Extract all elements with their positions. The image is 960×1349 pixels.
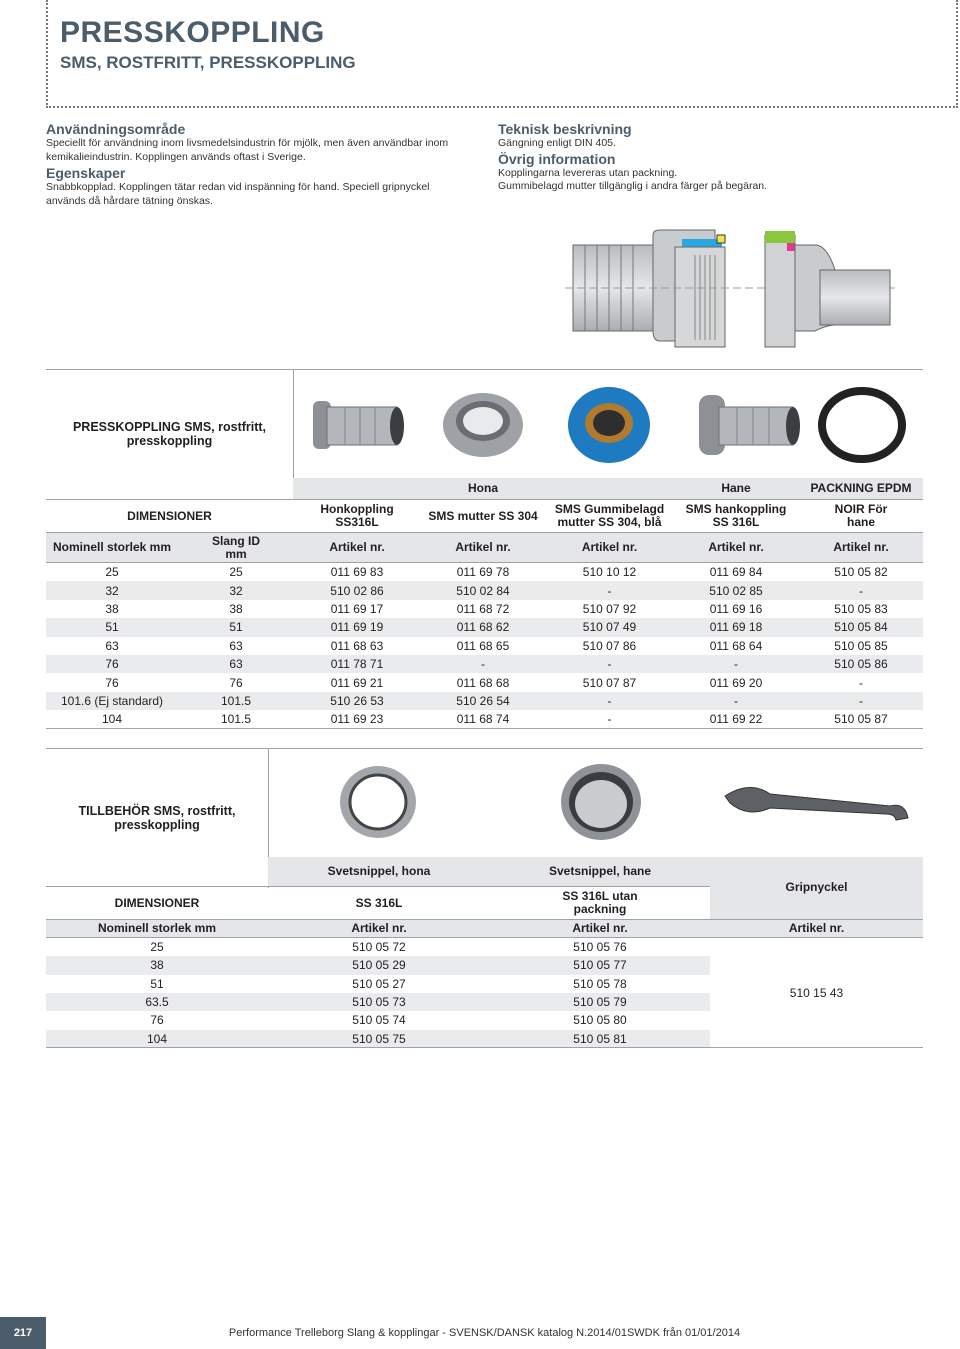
table-cell: 38 xyxy=(150,958,164,973)
table-row xyxy=(46,618,923,636)
header-ss316l-utan-packning: SS 316L utan packning xyxy=(562,889,638,916)
table-cell: 63 xyxy=(105,638,119,653)
table-cell: 011 68 65 xyxy=(456,638,510,653)
table2-col-nominell: Nominell storlek mm xyxy=(97,921,217,935)
header-honkoppling: Honkoppling SS316L xyxy=(320,502,394,529)
table-cell: 510 05 74 xyxy=(352,1013,406,1028)
table1-top-rule xyxy=(46,369,923,370)
table-cell: 510 05 72 xyxy=(352,940,406,955)
table-cell: 510 05 84 xyxy=(834,620,888,635)
table-cell: 101.5 xyxy=(220,693,252,708)
table-cell: 510 05 78 xyxy=(573,976,627,991)
gripnyckel-image xyxy=(725,787,908,820)
col-artikel-5: Artikel nr. xyxy=(833,540,889,554)
footer-text: Performance Trelleborg Slang & kopplingar - SVENSK/DANSK katalog N.2014/01SWDK från 01/01/2014 xyxy=(228,1327,741,1339)
svetsnippel-hane-image xyxy=(561,764,641,840)
table-cell: 510 26 53 xyxy=(330,693,384,708)
table-cell: 32 xyxy=(105,583,119,598)
table-cell: 011 69 19 xyxy=(330,620,384,635)
table-cell: - xyxy=(859,693,863,708)
table-cell: - xyxy=(607,693,612,708)
table-cell: 011 78 71 xyxy=(330,657,384,672)
group-svetsnippel-hane: Svetsnippel, hane xyxy=(548,864,652,878)
table-cell: 510 02 84 xyxy=(456,583,510,598)
table-cell: 51 xyxy=(150,976,164,991)
table2-dimensions-label: DIMENSIONER xyxy=(114,895,200,910)
table-cell: 51 xyxy=(229,620,243,635)
table2-top-rule xyxy=(46,748,923,749)
table-cell: 510 02 86 xyxy=(330,583,384,598)
table-cell: 63 xyxy=(229,657,243,672)
table-cell: 011 69 78 xyxy=(456,565,510,580)
group-hane: Hane xyxy=(721,481,751,495)
page-title: PRESSKOPPLING xyxy=(60,16,325,49)
table-cell: 011 68 63 xyxy=(330,638,384,653)
col-artikel-2: Artikel nr. xyxy=(455,540,511,554)
header-sms-mutter: SMS mutter SS 304 xyxy=(428,508,538,523)
table-cell: 510 05 82 xyxy=(834,565,888,580)
table-cell: 510 05 80 xyxy=(573,1013,627,1028)
table-cell: - xyxy=(734,657,738,672)
table-cell: 011 69 84 xyxy=(709,565,763,580)
table-cell: - xyxy=(607,583,612,598)
table1-bottom-rule xyxy=(46,728,923,729)
coupling-cross-section-drawing xyxy=(565,225,895,350)
group-hona: Hona xyxy=(468,481,498,495)
technical-heading: Teknisk beskrivning xyxy=(498,121,632,137)
table-row xyxy=(46,655,923,673)
table-cell: 011 68 72 xyxy=(456,601,510,616)
table-cell: 510 05 27 xyxy=(352,976,406,991)
sms-mutter-image xyxy=(443,393,523,457)
table-cell: 011 68 74 xyxy=(456,712,510,727)
table2-col-artikel-2: Artikel nr. xyxy=(572,921,628,935)
technical-text: Gängning enligt DIN 405. xyxy=(498,137,616,149)
other-info-heading: Övrig information xyxy=(498,150,616,167)
table-cell: 011 68 68 xyxy=(456,675,510,690)
group-packning: PACKNING EPDM xyxy=(810,481,912,495)
table-cell: 510 05 83 xyxy=(834,601,888,616)
header-hankoppling: SMS hankoppling SS 316L xyxy=(685,502,787,529)
table-cell: 25 xyxy=(150,940,164,955)
table-cell: 38 xyxy=(229,601,243,616)
table-row xyxy=(46,673,923,691)
usage-heading: Användningsområde xyxy=(46,121,186,137)
table-cell: 104 xyxy=(101,712,123,727)
properties-text: Snabbkopplad. Kopplingen tätar redan vid inspänning för hand. Speciell gripnyckel används då hårdare tätning önskas. xyxy=(46,181,430,207)
table-cell: - xyxy=(859,583,863,598)
table-cell: 101.5 xyxy=(220,712,252,727)
table-cell: 510 07 87 xyxy=(582,675,637,690)
table-cell: 011 69 18 xyxy=(709,620,763,635)
table-cell: 510 05 29 xyxy=(352,958,406,973)
table-cell: 76 xyxy=(105,675,119,690)
table-cell: 510 05 85 xyxy=(834,638,888,653)
other-info-text: Kopplingarna levereras utan packning. Gummibelagd mutter tillgänglig i andra färger på begäran. xyxy=(498,166,768,192)
col-slang-id: Slang ID mm xyxy=(211,533,260,561)
table-cell: 011 68 62 xyxy=(456,620,510,635)
table-cell: 510 07 92 xyxy=(582,601,637,616)
table-cell: 510 05 76 xyxy=(573,940,627,955)
table-cell: 011 69 16 xyxy=(709,601,763,616)
table-cell: - xyxy=(607,657,612,672)
table-cell: 51 xyxy=(105,620,119,635)
table-cell: 510 05 87 xyxy=(834,712,888,727)
svetsnippel-hona-image xyxy=(340,766,416,838)
gripnyckel-artikel: 510 15 43 xyxy=(789,986,844,1000)
table-cell: - xyxy=(734,693,738,708)
table-cell: 510 05 75 xyxy=(352,1031,406,1046)
table-row xyxy=(46,600,923,618)
col-artikel-4: Artikel nr. xyxy=(708,540,764,554)
table-row xyxy=(46,956,710,974)
usage-text: Speciellt för användning inom livsmedelsindustrin för mjölk, men även användbar inom kemikalieindustrin. Kopplingen används oftast i Sverige. xyxy=(46,137,449,163)
table-cell: 011 69 21 xyxy=(330,675,384,690)
table-row xyxy=(46,710,923,728)
header-ss316l: SS 316L xyxy=(355,895,403,910)
table-cell: 25 xyxy=(105,565,119,580)
table-cell: 011 69 17 xyxy=(330,601,384,616)
table-cell: 76 xyxy=(229,675,243,690)
table-row xyxy=(46,637,923,655)
table2-col-artikel-1: Artikel nr. xyxy=(351,921,407,935)
table-row xyxy=(46,692,923,710)
table-cell: 011 69 22 xyxy=(709,712,763,727)
table-cell: 510 07 49 xyxy=(582,620,637,635)
table-cell: 510 05 79 xyxy=(573,995,627,1010)
table-cell: 510 05 73 xyxy=(352,995,406,1010)
col-artikel-3: Artikel nr. xyxy=(581,540,638,554)
table1-product-images xyxy=(305,385,915,470)
table-row xyxy=(46,581,923,599)
table-cell: - xyxy=(481,657,485,672)
table-cell: 76 xyxy=(105,657,119,672)
table-cell: 510 05 77 xyxy=(573,958,627,973)
table-cell: 32 xyxy=(229,583,243,598)
page-subtitle: SMS, ROSTFRITT, PRESSKOPPLING xyxy=(60,53,356,72)
col-artikel-1: Artikel nr. xyxy=(329,540,385,554)
gummibelagd-mutter-image xyxy=(568,387,650,463)
table-row xyxy=(46,993,710,1011)
page-number: 217 xyxy=(0,1317,46,1349)
table-cell: - xyxy=(859,675,863,690)
table2-col-artikel-3: Artikel nr. xyxy=(788,921,845,935)
table2-title: TILLBEHÖR SMS, rostfritt, presskoppling xyxy=(78,804,236,832)
table-row xyxy=(46,563,923,581)
packning-image xyxy=(822,391,902,459)
table-cell: - xyxy=(607,712,612,727)
table-cell: 63.5 xyxy=(145,995,169,1010)
table-cell: 510 26 54 xyxy=(456,693,510,708)
table-cell: 510 05 81 xyxy=(573,1031,627,1046)
table-row xyxy=(46,1030,710,1048)
hankoppling-image xyxy=(699,395,800,455)
table2-product-images xyxy=(330,758,920,848)
table-cell: 011 69 83 xyxy=(330,565,384,580)
table-row xyxy=(46,1011,710,1029)
table-cell: 510 02 85 xyxy=(709,583,763,598)
table-cell: 011 68 64 xyxy=(709,638,763,653)
info-right xyxy=(498,121,928,194)
table2-bottom-rule xyxy=(46,1047,923,1048)
header-gummibelagd: SMS Gummibelagd mutter SS 304, blå xyxy=(554,502,665,529)
group-svetsnippel-hona: Svetsnippel, hona xyxy=(327,864,431,878)
table-cell: 011 69 23 xyxy=(330,712,384,727)
header-gripnyckel: Gripnyckel xyxy=(785,880,848,894)
table-cell: 510 05 86 xyxy=(834,657,888,672)
properties-heading: Egenskaper xyxy=(46,165,126,181)
table-cell: 38 xyxy=(105,601,119,616)
table-cell: 25 xyxy=(229,565,243,580)
table-cell: 101.6 (Ej standard) xyxy=(60,693,164,708)
honkoppling-image xyxy=(313,401,404,449)
table1-title: PRESSKOPPLING SMS, rostfritt, presskoppling xyxy=(72,420,267,448)
table-cell: 76 xyxy=(150,1013,164,1028)
table-cell: 011 69 20 xyxy=(709,675,763,690)
header-packning: NOIR För hane xyxy=(834,502,888,529)
table-row xyxy=(46,975,710,993)
table-cell: 510 10 12 xyxy=(582,565,637,580)
table-cell: 63 xyxy=(229,638,243,653)
col-nominell: Nominell storlek mm xyxy=(52,540,172,554)
table-row xyxy=(46,938,710,956)
table-cell: 104 xyxy=(146,1031,168,1046)
info-left xyxy=(46,121,486,208)
table-cell: 510 07 86 xyxy=(582,638,637,653)
table1-dimensions-label: DIMENSIONER xyxy=(127,508,212,523)
